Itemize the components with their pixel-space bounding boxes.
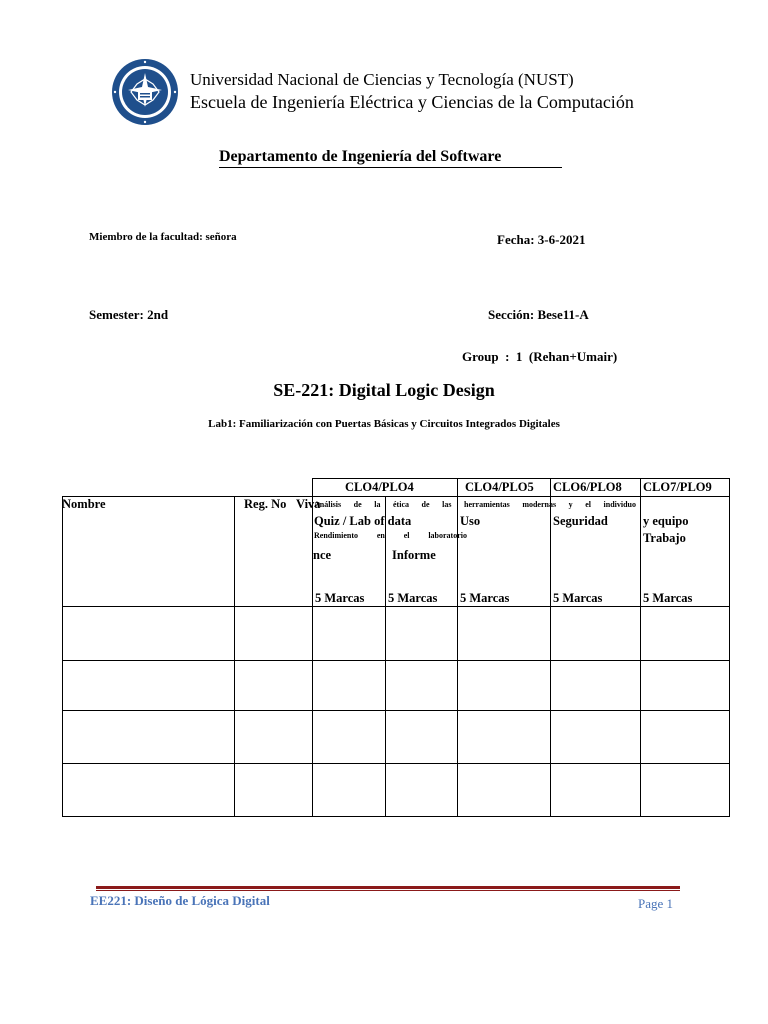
ethics-analysis-text: Análisis de la ética de las herramientas modernas y el individuo — [314, 500, 636, 509]
footer-rule-thin — [96, 890, 680, 891]
column-header-nombre: Nombre — [62, 497, 106, 511]
trabajo-label: Trabajo — [643, 531, 686, 545]
footer-rule — [96, 886, 680, 889]
clo-header: CLO4/PLO5 — [465, 480, 534, 494]
marks-label: 5 Marcas — [388, 591, 438, 605]
footer-course: EE221: Diseño de Lógica Digital — [90, 893, 270, 908]
lab-title: Lab1: Familiarización con Puertas Básicas y Circuitos Integrados Digitales — [208, 418, 560, 430]
lab-performance-text: Rendimiento en el laboratorio — [314, 531, 467, 540]
marks-label: 5 Marcas — [643, 591, 693, 605]
uso-label: Uso — [460, 514, 481, 528]
faculty-member: Miembro de la facultad: señora — [89, 231, 237, 243]
marks-label: 5 Marcas — [553, 591, 603, 605]
semester-field: Semester: 2nd — [89, 307, 169, 322]
page-number: Page 1 — [638, 896, 674, 911]
informe-label: Informe — [392, 548, 436, 562]
seguridad-label: Seguridad — [553, 514, 608, 528]
university-seal-logo — [107, 57, 183, 127]
equipo-label: y equipo — [643, 514, 689, 528]
clo-header: CLO4/PLO4 — [345, 480, 414, 494]
group-field: Group : 1 (Rehan+Umair) — [462, 349, 618, 364]
school-name: Escuela de Ingeniería Eléctrica y Ciencias de la Computación — [190, 92, 634, 112]
clo-header: CLO6/PLO8 — [553, 480, 622, 494]
column-header-reg: Reg. No — [244, 497, 287, 511]
marks-label: 5 Marcas — [460, 591, 510, 605]
university-name: Universidad Nacional de Ciencias y Tecnología (NUST) — [190, 70, 574, 89]
column-header-viva: Viva — [296, 497, 321, 511]
date-field: Fecha: 3-6-2021 — [497, 232, 586, 247]
course-title: SE-221: Digital Logic Design — [273, 380, 495, 400]
section-field: Sección: Bese11-A — [488, 307, 589, 322]
department-title: Departamento de Ingeniería del Software — [219, 148, 562, 168]
nce-label: nce — [313, 548, 332, 562]
clo-header: CLO7/PLO9 — [643, 480, 712, 494]
quiz-lab-label: Quiz / Lab of data — [314, 514, 412, 528]
marks-label: 5 Marcas — [315, 591, 365, 605]
